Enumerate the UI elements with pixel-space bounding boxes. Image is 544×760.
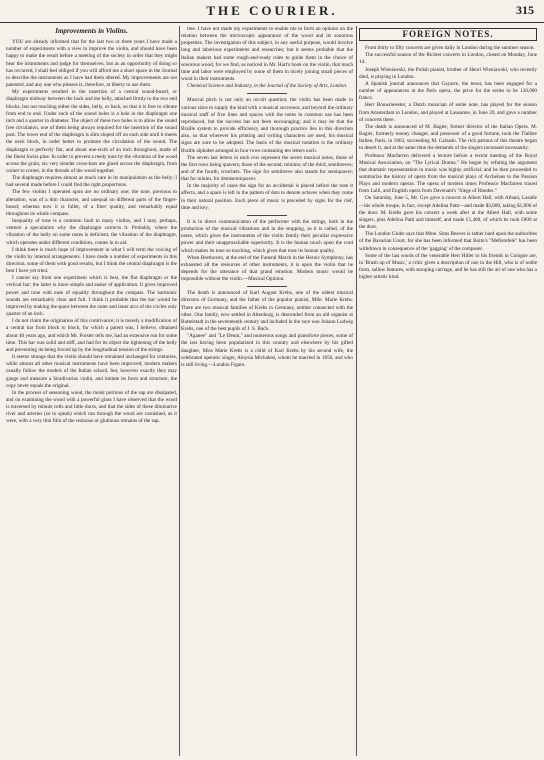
divider bbox=[247, 93, 287, 94]
paragraph: In the majority of cases the sign for an accidental is placed before the note it affects, and a space is left in the pattern of dots to denote octaves when they come in their natural position. Each piece of music is preceded by signs for the clef, time and key. bbox=[181, 183, 353, 211]
section-heading: FOREIGN NOTES. bbox=[359, 28, 537, 41]
paragraph: Joseph Wieniawski, the Polish pianist, brother of Henri Wieniawski, who recently died, is playing in London. bbox=[359, 66, 537, 80]
paragraph: The diaphragm requires almost as much care in its manipulation as the belly; I had several made before I could find the right proportions. bbox=[6, 175, 177, 189]
paragraph: "Aganee" and "Le Deum," and numerous songs and pianoforte pieces, some of the last having been popularized in this country and elsewhere by his gifted daughter, Miss Marie Krebs is a child of Karl Krebs by his second wife, the celebrated operatic singer, Aloysia Michalesi, whom he married in 1850, and who is still living.—London Figaro. bbox=[181, 333, 353, 368]
paragraph: Professor Macfarren delivered a lecture before a recent meeting of the Royal Musical Association, on "The Lyrical Drama." He began by refuting the argument that dramatic representation in music was highly artificial, and he then proceeded to summarize the history of opera from the musical plays of Archelaus to the Passion Plays and modern operas. The opera of modern times Professor Macfarren traced from Lulli, and English opera from Davenant's "Siege of Rhodes." bbox=[359, 152, 537, 195]
paragraph: The few violins I operated upon are no ordinary one; the tone, previous to alteration, was of a thin character, and unequal on different parts of the finger-board; whereas now it is fuller, of a finer quality, and remarkably equal throughout its whole compass. bbox=[6, 189, 177, 217]
paragraph: The successful season of the Richter concerts in London, closed on Monday, June 14. bbox=[359, 52, 537, 66]
masthead-title: THE COURIER. bbox=[206, 3, 338, 18]
paragraph: YOU are already informed that for the last two or three years I have made a number of experiments with a view to improve the violin, and should have been happy to make the result before a meeting of the society in order that they might hear the instruments and judge for themselves, but as an opportunity of doing so has occurred, I shall feel obliged if you will afford me a short space in the Journal to describe the instruments as I have had them altered. My improvements are not patented, and any one who pleases is, therefore, at liberty to use them. bbox=[6, 39, 177, 89]
column-2 bbox=[181, 26, 353, 756]
paragraph: From thirty to fifty concerts are given daily in London during the summer season. bbox=[365, 45, 535, 52]
divider bbox=[247, 286, 287, 287]
paragraph-attribution: Chemical Science and Industry, in the Journal of the Society of Arts, London. bbox=[187, 83, 348, 90]
column-divider bbox=[356, 26, 357, 756]
page-header bbox=[0, 0, 544, 23]
page-number: 315 bbox=[516, 3, 534, 17]
paragraph: My experiments resulted in the insertion of a central sound-board, or diaphragm midway between the back and the belly, attached firmly to the two end blocks, but not touching either the sides, belly, or back, so that it is free to vibrate from end to end. Under each of the sound holes is a hole in the diaphragm one inch and a quarter in diameter. The object of these two holes is to allow the sound free circulation, one of them being always required for the insertion of the sound post. The lower end of the diaphragm is slim sloped off on each side until it meets the neck block, in order better to promote the circulation of the sound. The diaphragm is perfectly flat, and about one-sixth of an inch throughout, made of the finest Swiss pine. In order to prevent a reedy tone by the vibration of the wood across the grain, six very slender cross-bars are glued across the diaphragm, from corner to corner, in the threads of the wood together. bbox=[6, 89, 177, 174]
divider bbox=[247, 215, 287, 216]
article-title: Improvements in Violins. bbox=[55, 27, 128, 35]
paragraph: The seven last letters in each row represent the seven musical notes, those of the first rows being quavers; those of the second, minims; of the third, semibreves; and of the fourth, crotchets. The sign for semibreve also stands for semiquaver; that for minim, for demisemiquaver. bbox=[181, 154, 353, 183]
paragraph: In the process of seasoning wood, the moist portions of the sap are dissipated, and on examining the wood with a powerful glass I have observed that the wood is traversed by minute cells and little ducts, and that the sides of these diminutive river and arteries (so to speak) which run through the wood are varnished, as it were, with a very thin film of the resinous or glutinous remains of the sap. bbox=[6, 389, 177, 425]
paragraph: When Beethoven, at the end of the Funeral March in the Heroic Symphony, has exhausted all the resources of other instruments, it is upon the violin that he depends for the utterance of that grand emotion. Modern music would be impossible without the violin.—Musical Opinion. bbox=[181, 254, 353, 283]
paragraph: The London Globe says that Mme. Sims Reeves is rather hard upon the authorities of the Bavarian Court, for she has been informed that Boito's "Mefistofele" has been withdrawn in consequence of the 'gagging' of the composer. bbox=[359, 231, 537, 252]
paragraph: On Saturday, June 5, Mr. Gye gave a concert at Albert Hall, with Albani, Lasalle—his whole troupe, in fact, except Adelina Patti—and made $3,680, taking $1,800 of the door. M. Krebs gave his concert a week after at the Albert Hall, with some singers, plus Adelina Patti and himself, and made £1,400, of which he took £800 at the door. bbox=[359, 195, 537, 231]
paragraph: The death is announced of M. Bagier, former director of the Italian Opera. M. Bagier, formerly money changer, and possessor of a good fortune, took the Théâtre Italien, Paris, in 1863, succeeding M. Calzado. The rich patrons of this theatre began to desert it, and at the same time the demands of the singers increased incessantly. bbox=[359, 123, 537, 152]
paragraph: I cannot say from one experiment which is best, the flat diaphragm or the vertical bar; the latter is more simple and easier of application. It gives improved power and tone with ease of equality throughout the compass. The harmonic sounds are remarkably clear and full. I think it probable that the bar would be improved by making the space between the outer and inner arcs of the circles only quarter of an inch. bbox=[6, 275, 177, 318]
paragraph: tree. I have not made my experiments to enable me to form an opinion on the relation between the microscopic appearance of the wood and its sonorous properties. The investigation of this subject, in any useful purpose, would involve long and laborious experiments and researches; but it seems probable that the Italian makers had some rough-and-ready rules to guide them in the choice of sonorous wood, for we find, as noticed in Mr. Hart's book on the violin, that much time and labor were employed by some of them in nicely joining small pieces of wood in their instruments. bbox=[181, 26, 353, 83]
paragraph: A Spanish journal announces that Gayarre, the tenor, has been engaged for a number of appearances at the Paris opera, the price for the series to be 120,000 francs. bbox=[359, 80, 537, 102]
paragraph: Musical pitch is not only an occult question; the violin has been made in various sizes to supply the kind with a musical successor, and beyond the ordinary musical staff of five lines and spaces with the notes in common use has been reproduced, but the success has not been encouraging; and it may be that the Braille system to provide efficiency and thorough practice lies in this direction also, so that wherever his printing and writing characters are used, his musical signs are sure to be adopted. The basis of the musical notation is the ordinary Braille alphabet arranged in four rows containing ten letters each. bbox=[181, 97, 353, 154]
paragraph: Herr Bouwmeester, a Dutch musician of some note, has played for the season from Amsterdam to London, and played at Lausanne, in June 20, and gave a number of concerts there. bbox=[359, 102, 537, 123]
paragraph: Inequality of tone is a common fault in many violins, and I may, perhaps, venture a speculation why the diaphragm corrects it. Probably, where the vibration of the belly on some notes is deficient, the vibration of the diaphragm, which operates under different conditions, comes in to aid. bbox=[6, 218, 177, 246]
paragraph: The death is announced of Karl August Krebs, one of the oldest musical directors of Germany, and the father of the popular pianist, Mlle. Marie Krebs. There are two musical families of Krebs in Germany, neither connected with the other. One family, now settled in Altenburg, is descended from an old organist at Buttelstadt in the seventeenth century and included in the race was Johann Ludwig Krebs, one of the best pupils of J. S. Bach. bbox=[181, 290, 353, 333]
column-3 bbox=[359, 26, 537, 756]
column-1 bbox=[6, 26, 177, 756]
paragraph: Some of the last words of the venerable Herr Hiller to his friends in Cologne are, in 'Brush up of Music,' a critic gives a description of one in the Hill, who is of noble form, sallow features, with stooping carriage, and he has still the air of one who has a higher artistic kind. bbox=[359, 252, 537, 281]
paragraph: It is in direct communication of the performer with the strings, both in the production of the musical vibrations and in the stopping, as it is called, of the notes, which gives the instruments of the violin family their peculiar expressive power and their unapproachable superiority. It is the human touch upon the cord which makes its tone so touching, which gives that tone its human quality. bbox=[181, 218, 353, 254]
paragraph: It seems strange that the violin should have remained unchanged for centuries, while almost all other musical instruments have been improved; modern makers usually follow the models of the Italian school, but, however exactly they may gauge and measure a Stradivarius violin, and imitate its form and structure, the copy never equals the original. bbox=[6, 354, 177, 389]
paragraph: I think there is much hope of improvement in what I will term the voicing of the violin by internal arrangements. I have made a number of experiments in this direction, some of them with good results, but I think the central diaphragm is the best I have yet tried. bbox=[6, 246, 177, 275]
column-divider bbox=[179, 26, 180, 756]
paragraph: I do not claim the origination of this contrivance; it is merely a modification of a central bar from block to block, for which a patent was, I believe, obtained about 40 years ago, and which Mr. Forster tells me, had an extensive run for some time. This bar was solid and stiff, and had for its object the tightening of the belly and preventing its being forced up by the longitudinal tension of the strings. bbox=[6, 318, 177, 353]
